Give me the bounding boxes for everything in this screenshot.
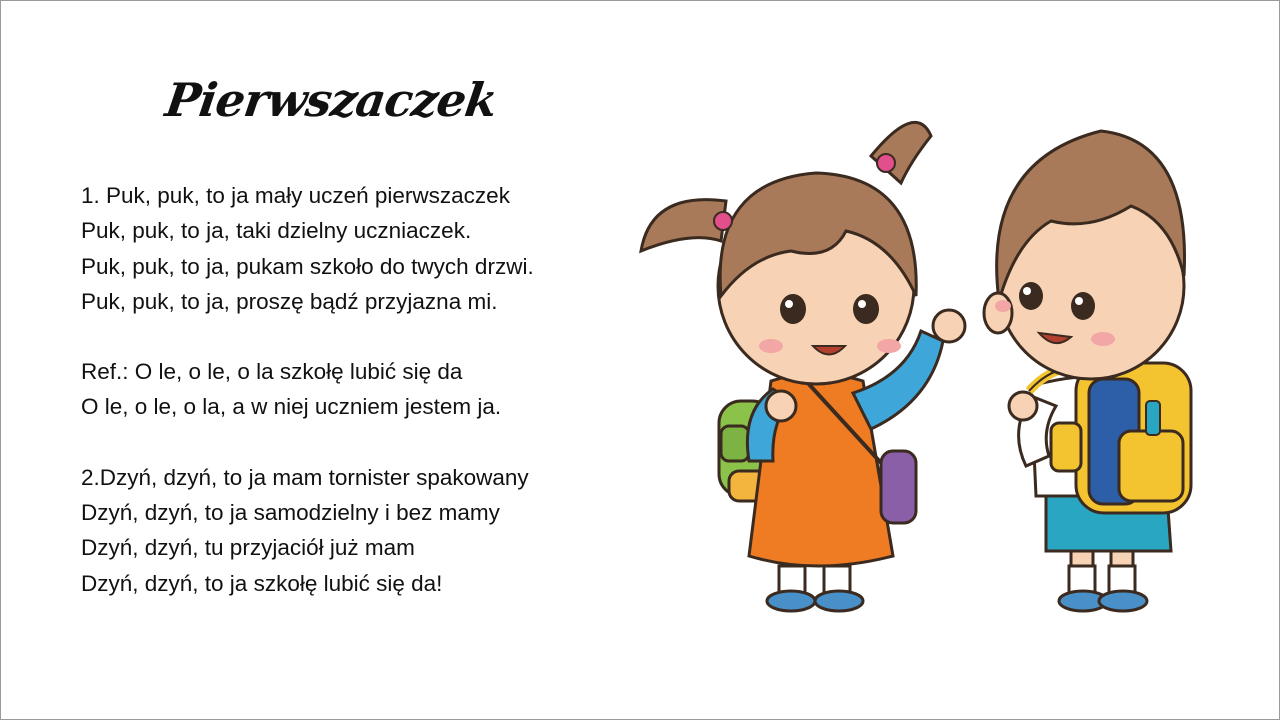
lyric-line: Dzyń, dzyń, to ja szkołę lubić się da!: [81, 570, 443, 596]
stanza-verse-2: [81, 460, 641, 601]
lyric-line: Dzyń, dzyń, tu przyjaciół już mam: [81, 535, 415, 561]
lyric-line: Ref.: O le, o le, o la szkołę lubić się da: [81, 359, 463, 385]
lyric-line: Dzyń, dzyń, to ja samodzielny i bez mamy: [81, 500, 500, 526]
lyric-line: 1. Puk, puk, to ja mały uczeń pierwszaczek: [81, 183, 510, 208]
song-title: Pierwszaczek: [162, 73, 501, 127]
stanza-chorus: [81, 354, 641, 425]
lyric-line: Puk, puk, to ja, pukam szkoło do twych drzwi.: [81, 253, 534, 279]
lyric-line: O le, o le, o la, a w niej uczniem jestem ja.: [81, 394, 502, 420]
lyric-line: Puk, puk, to ja, taki dzielny uczniaczek.: [81, 218, 472, 244]
lyrics: [81, 178, 641, 636]
lyric-line: 2.Dzyń, dzyń, to ja mam tornister spakowany: [81, 464, 529, 490]
children-illustration: [631, 101, 1211, 621]
girl-figure: [641, 122, 965, 611]
lyric-line: Puk, puk, to ja, proszę bądź przyjazna mi.: [81, 288, 498, 314]
boy-figure: [984, 131, 1191, 611]
stanza-verse-1: [81, 178, 641, 319]
